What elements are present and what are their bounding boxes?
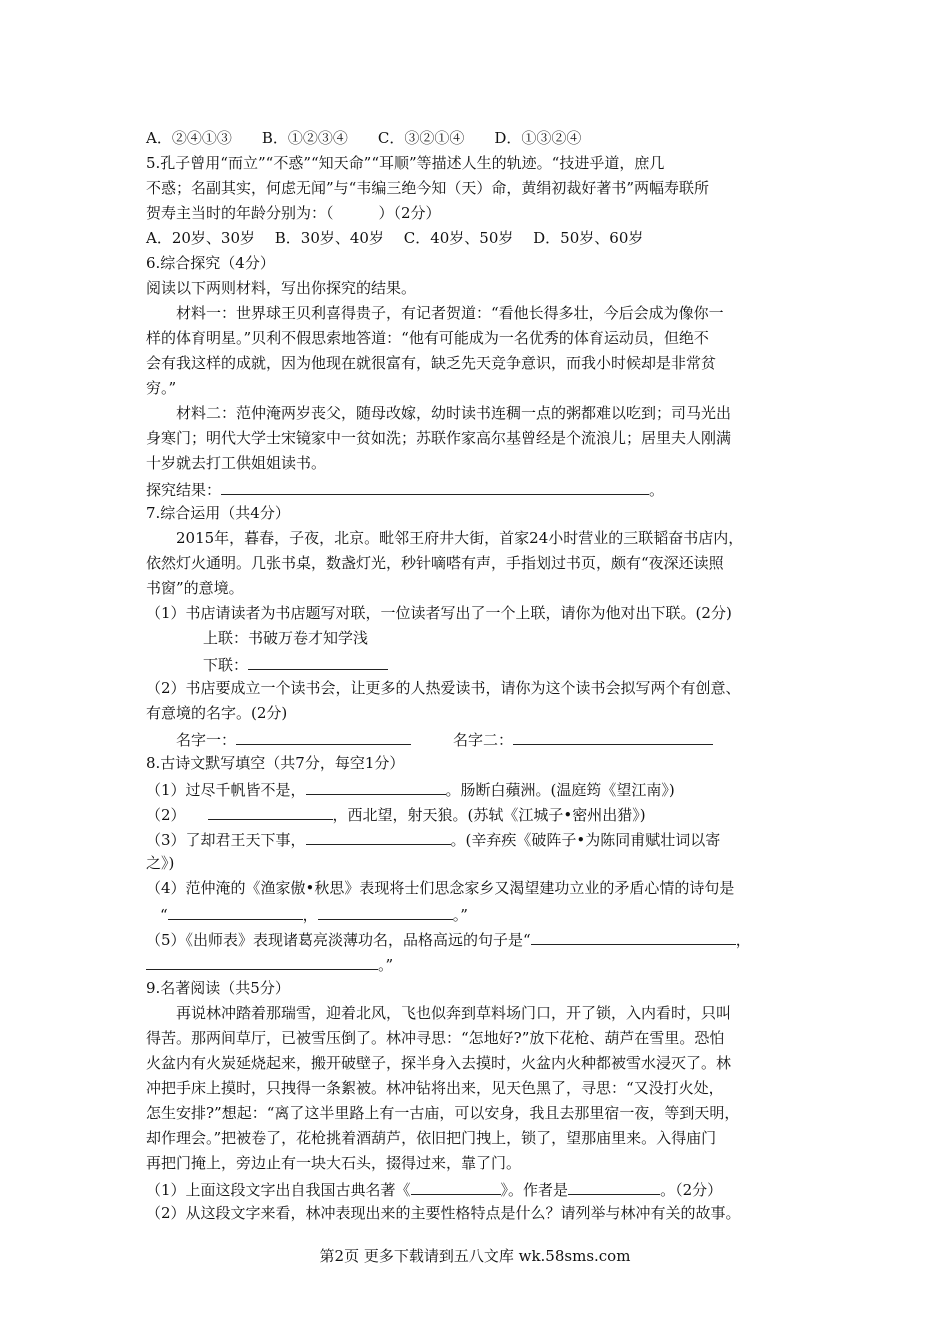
name-one-blank[interactable] [236, 728, 411, 745]
q8-item-4: （4）范仲淹的《渔家傲•秋思》表现将士们思念家乡又渴望建功立业的矛盾心情的诗句是 [146, 879, 735, 897]
close-quote: 。” [378, 956, 394, 974]
q8-4-blank-a[interactable] [168, 903, 303, 920]
q8-2-blank[interactable] [208, 803, 333, 820]
names-row [176, 728, 713, 750]
material-one-line: 穷。” [146, 379, 177, 397]
author-blank[interactable] [568, 1178, 660, 1195]
q8-item-4-blanks [160, 903, 468, 925]
q8-3-source: 。(辛弃疾《破阵子•为陈同甫赋壮词以寄 [450, 831, 721, 849]
q7-sub2: 有意境的名字。(2分) [146, 704, 288, 722]
q5-stem-line: 贺寿主当时的年龄分别为：（ ）（2分） [146, 204, 441, 222]
name-two-label: 名字二： [453, 731, 514, 749]
q6-heading: 6.综合探究（4分） [146, 254, 275, 272]
lower-couplet-label: 下联： [203, 656, 249, 674]
close-quote: 。” [452, 906, 468, 924]
q8-item-5 [146, 928, 751, 950]
q7-sub1: （1）书店请读者为书店题写对联，一位读者写出了一个上联，请你为他对出下联。(2分) [146, 604, 732, 622]
q8-5-blank-b[interactable] [146, 953, 378, 970]
inquiry-result-label: 探究结果： [146, 481, 222, 499]
q8-item-3-cont: 之》) [146, 854, 175, 872]
material-one-line: 材料一：世界球王贝利喜得贵子，有记者贺道：“看他长得多壮，今后会成为像你一 [176, 304, 724, 322]
page-footer: 第2页 更多下载请到五八文库 wk.58sms.com [319, 1247, 631, 1265]
q8-2-source: ，西北望，射天狼。(苏轼《江城子•密州出猎》) [332, 806, 646, 824]
q9-1-author-label: 》。作者是 [500, 1181, 569, 1199]
q8-5-blank-a[interactable] [531, 928, 736, 945]
q9-sub1 [146, 1178, 722, 1200]
q6-instruction: 阅读以下两则材料，写出你探究的结果。 [146, 279, 417, 297]
q8-item-1 [146, 778, 675, 800]
inquiry-result-blank[interactable] [221, 478, 649, 495]
material-one-line: 会有我这样的成就，因为他现在就很富有，缺乏先天竞争意识，而我小时候却是非常贫 [146, 354, 717, 372]
material-two-line: 十岁就去打工供姐姐读书。 [146, 454, 327, 472]
q9-passage-line: 得苦。那两间草厅，已被雪压倒了。林冲寻思：“怎地好?”放下花枪、葫芦在雪里。恐怕 [146, 1029, 725, 1047]
name-one-label: 名字一： [176, 731, 237, 749]
q9-passage-line: 再把门掩上，旁边止有一块大石头，掇得过来，靠了门。 [146, 1154, 522, 1172]
lower-couplet-blank[interactable] [248, 653, 388, 670]
open-quote: “ [160, 906, 168, 924]
q8-2-text: （2） [146, 806, 186, 824]
q9-1-score: 。（2分） [660, 1181, 723, 1199]
q8-1-text: （1）过尽千帆皆不是， [146, 781, 306, 799]
q8-3-blank[interactable] [306, 828, 451, 845]
comma: ， [302, 906, 318, 924]
q4-options: A．②④①③ B．①②③④ C．③②①④ D．①③②④ [146, 129, 582, 147]
upper-couplet: 上联：书破万卷才知学浅 [203, 629, 369, 647]
name-two-blank[interactable] [513, 728, 713, 745]
comma: ， [735, 931, 751, 949]
period: 。 [649, 481, 665, 499]
q9-passage-line: 冲把手床上摸时，只拽得一条絮被。林冲钻将出来，见天色黑了，寻思：“又没打火处， [146, 1079, 724, 1097]
material-two-line: 材料二：范仲淹两岁丧父，随母改嫁，幼时读书连稠一点的粥都难以吃到；司马光出 [176, 404, 732, 422]
q8-5-text: （5）《出师表》表现诸葛亮淡薄功名，品格高远的句子是“ [146, 931, 531, 949]
q7-passage-line: 书窗”的意境。 [146, 579, 244, 597]
material-two-line: 身寒门；明代大学士宋镜家中一贫如洗；苏联作家高尔基曾经是个流浪儿；居里夫人刚满 [146, 429, 732, 447]
inquiry-result-row [146, 478, 664, 500]
q9-1-text: （1）上面这段文字出自我国古典名著《 [146, 1181, 411, 1199]
q8-item-3 [146, 828, 720, 850]
q8-1-blank[interactable] [306, 778, 446, 795]
book-title-blank[interactable] [411, 1178, 501, 1195]
q9-passage-line: 却作理会。”把被卷了，花枪挑着酒葫芦，依旧把门拽上，锁了，望那庙里来。入得庙门 [146, 1129, 717, 1147]
q8-item-5-cont [146, 953, 393, 975]
q7-heading: 7.综合运用（共4分） [146, 504, 290, 522]
q5-stem-line: 5.孔子曾用“而立”“不惑”“知天命”“耳顺”等描述人生的轨迹。“技进乎道，庶几 [146, 154, 665, 172]
lower-couplet-row [203, 653, 388, 675]
q7-sub2: （2）书店要成立一个读书会，让更多的人热爱读书，请你为这个读书会拟写两个有创意、 [146, 679, 741, 697]
q8-item-2 [146, 803, 646, 825]
q8-3-text: （3）了却君王天下事， [146, 831, 306, 849]
q7-passage-line: 2015年，暮春，子夜，北京。毗邻王府井大街，首家24小时营业的三联韬奋书店内， [176, 529, 744, 547]
q7-passage-line: 依然灯火通明。几张书桌，数盏灯光，秒针嘀嗒有声，手指划过书页，颇有“夜深还读照 [146, 554, 724, 572]
q8-1-source: 。肠断白蘋洲。(温庭筠《望江南》) [445, 781, 675, 799]
q8-4-blank-b[interactable] [318, 903, 453, 920]
q9-sub2: （2）从这段文字来看，林冲表现出来的主要性格特点是什么？请列举与林冲有关的故事。 [146, 1204, 741, 1222]
q5-stem-line: 不惑；名副其实，何虑无闻”与“韦编三绝今知（天）命，黄绢初裁好著书”两幅寿联所 [146, 179, 710, 197]
q9-passage-line: 再说林冲踏着那瑞雪，迎着北风，飞也似奔到草料场门口，开了锁，入内看时，只叫 [176, 1004, 732, 1022]
q9-heading: 9.名著阅读（共5分） [146, 979, 290, 997]
q9-passage-line: 怎生安排?”想起：“离了这半里路上有一古庙，可以安身，我且去那里宿一夜，等到天明， [146, 1104, 740, 1122]
material-one-line: 样的体育明星。”贝利不假思索地答道：“他有可能成为一名优秀的体育运动员，但绝不 [146, 329, 709, 347]
q9-passage-line: 火盆内有火炭延烧起来，搬开破壁子，探半身入去摸时，火盆内火种都被雪水浸灭了。林 [146, 1054, 732, 1072]
q5-options: A．20岁、30岁 B．30岁、40岁 C．40岁、50岁 D．50岁、60岁 [146, 229, 644, 247]
q8-heading: 8.古诗文默写填空（共7分，每空1分） [146, 754, 405, 772]
